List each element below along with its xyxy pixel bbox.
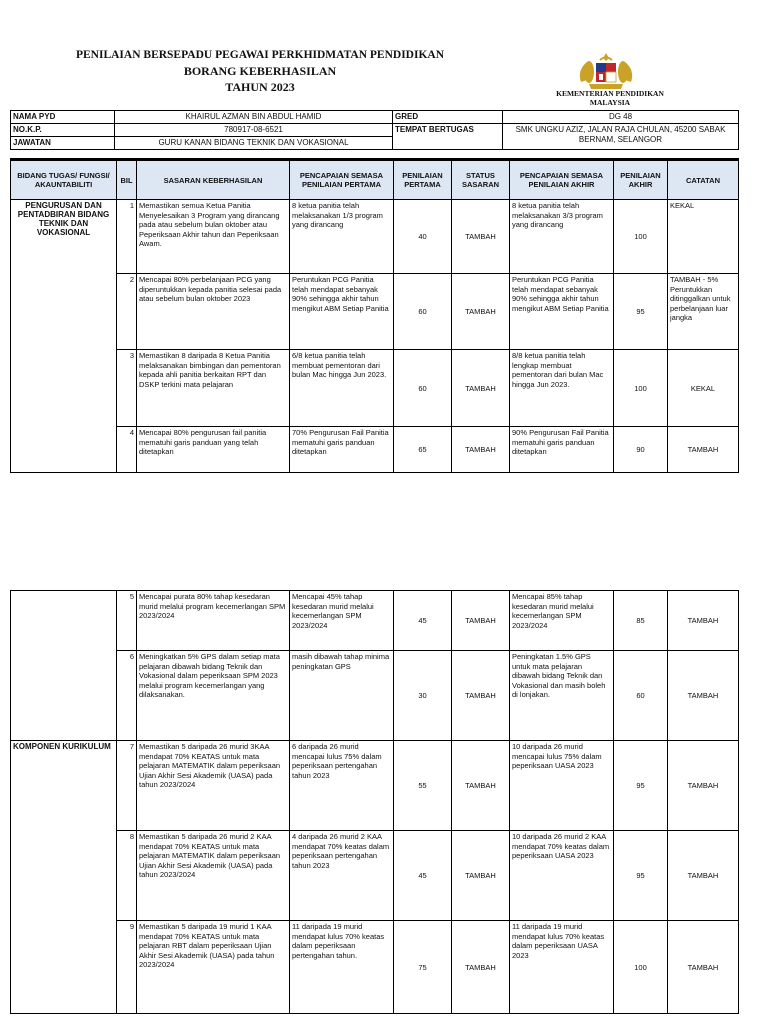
sasaran-cell: Mencapai purata 80% tahap kesedaran murid melalui program kecemerlangan SPM 2023/2024 bbox=[137, 591, 290, 651]
category-continued bbox=[11, 591, 117, 741]
pencapaian-akhir-cell: Mencapai 85% tahap kesedaran murid melalui kecemerlangan SPM 2023/2024 bbox=[510, 591, 614, 651]
penilaian-akhir-cell: 100 bbox=[614, 350, 668, 427]
pencapaian-pertama-cell: Mencapai 45% tahap kesedaran murid melalui kecemerlangan SPM 2023/2024 bbox=[290, 591, 394, 651]
status-cell: TAMBAH bbox=[452, 831, 510, 921]
table-row bbox=[11, 921, 739, 1014]
malaysia-crest-logo bbox=[575, 52, 637, 92]
penilaian-pertama-cell: 40 bbox=[394, 200, 452, 274]
category-kurikulum: KOMPONEN KURIKULUM bbox=[11, 741, 117, 1014]
catatan-cell: KEKAL bbox=[668, 200, 739, 274]
pencapaian-pertama-cell: Peruntukan PCG Panitia telah mendapat sebanyak 90% sehingga akhir tahun mengikut ABM Setiap Panitia bbox=[290, 274, 394, 350]
status-cell: TAMBAH bbox=[452, 591, 510, 651]
penilaian-akhir-cell: 100 bbox=[614, 200, 668, 274]
nokp-value: 780917-08-6521 bbox=[115, 124, 393, 137]
pencapaian-akhir-cell: 10 daripada 26 murid mencapai lulus 75% dalam peperiksaan UASA 2023 bbox=[510, 741, 614, 831]
row-number: 1 bbox=[117, 200, 137, 274]
form-subtitle: BORANG KEBERHASILAN bbox=[183, 64, 337, 78]
table-row bbox=[11, 831, 739, 921]
pencapaian-pertama-cell: 70% Pengurusan Fail Panitia mematuhi garis panduan ditetapkan bbox=[290, 427, 394, 473]
gred-label: GRED bbox=[393, 111, 503, 124]
table-row bbox=[11, 741, 739, 831]
sasaran-cell: Mencapai 80% perbelanjaan PCG yang diperuntukkan kepada panitia selesai pada atau sebelum bulan oktober 2023 bbox=[137, 274, 290, 350]
catatan-cell: KEKAL bbox=[668, 350, 739, 427]
pencapaian-pertama-cell: 4 daripada 26 murid 2 KAA mendapat 70% keatas dalam peperiksaan pertengahan tahun 2023 bbox=[290, 831, 394, 921]
pencapaian-pertama-cell: 6/8 ketua panitia telah membuat pementoran dari bulan Mac hingga Jun 2023. bbox=[290, 350, 394, 427]
penilaian-akhir-cell: 100 bbox=[614, 921, 668, 1014]
status-cell: TAMBAH bbox=[452, 350, 510, 427]
penilaian-pertama-cell: 45 bbox=[394, 831, 452, 921]
penilaian-akhir-cell: 95 bbox=[614, 274, 668, 350]
table-row bbox=[11, 350, 739, 427]
form-year: TAHUN 2023 bbox=[225, 80, 295, 94]
table-row bbox=[11, 274, 739, 350]
pencapaian-akhir-cell: Peruntukan PCG Panitia telah mendapat sebanyak 90% sehingga akhir tahun mengikut ABM Setiap Panitia bbox=[510, 274, 614, 350]
col-pencapaian-pertama: PENCAPAIAN SEMASA PENILAIAN PERTAMA bbox=[290, 160, 394, 200]
tempat-label: TEMPAT BERTUGAS bbox=[393, 124, 503, 150]
row-number: 5 bbox=[117, 591, 137, 651]
row-number: 8 bbox=[117, 831, 137, 921]
table-row bbox=[11, 651, 739, 741]
pencapaian-akhir-cell: 11 daripada 19 murid mendapat lulus 70% keatas dalam peperiksaan UASA 2023 bbox=[510, 921, 614, 1014]
form-title: PENILAIAN BERSEPADU PEGAWAI PERKHIDMATAN PENDIDIKAN bbox=[75, 49, 445, 61]
pencapaian-pertama-cell: 6 daripada 26 murid mencapai lulus 75% dalam peperiksaan pertengahan tahun 2023 bbox=[290, 741, 394, 831]
penilaian-akhir-cell: 95 bbox=[614, 741, 668, 831]
nama-value: KHAIRUL AZMAN BIN ABDUL HAMID bbox=[115, 111, 393, 124]
penilaian-pertama-cell: 45 bbox=[394, 591, 452, 651]
ministry-name: KEMENTERIAN PENDIDIKAN MALAYSIA bbox=[556, 89, 664, 107]
pencapaian-akhir-cell: 10 daripada 26 murid 2 KAA mendapat 70% keatas dalam peperiksaan UASA 2023 bbox=[510, 831, 614, 921]
pencapaian-pertama-cell: masih dibawah tahap minima peningkatan GPS bbox=[290, 651, 394, 741]
table-row bbox=[11, 591, 739, 651]
sasaran-cell: Memastikan 5 daripada 19 murid 1 KAA mendapat 70% KEATAS untuk mata pelajaran RBT dalam peperiksaan Ujian Akhir Sesi Akademik (UASA) pada tahun 2023/2024 bbox=[137, 921, 290, 1014]
pencapaian-akhir-cell: 90% Pengurusan Fail Panitia mematuhi garis panduan ditetapkan bbox=[510, 427, 614, 473]
penilaian-pertama-cell: 60 bbox=[394, 350, 452, 427]
col-penilaian-akhir: PENILAIAN AKHIR bbox=[614, 160, 668, 200]
col-penilaian-pertama: PENILAIAN PERTAMA bbox=[394, 160, 452, 200]
row-number: 9 bbox=[117, 921, 137, 1014]
nama-label: NAMA PYD bbox=[11, 111, 115, 124]
penilaian-pertama-cell: 55 bbox=[394, 741, 452, 831]
keberhasilan-table-page1 bbox=[10, 158, 739, 473]
row-number: 2 bbox=[117, 274, 137, 350]
col-pencapaian-akhir: PENCAPAIAN SEMASA PENILAIAN AKHIR bbox=[510, 160, 614, 200]
table-row bbox=[11, 200, 739, 274]
catatan-cell: TAMBAH - 5% Peruntukkan ditinggalkan untuk perbelanjaan luar jangka bbox=[668, 274, 739, 350]
status-cell: TAMBAH bbox=[452, 921, 510, 1014]
tempat-value: SMK UNGKU AZIZ, JALAN RAJA CHULAN, 45200 SABAK BERNAM, SELANGOR bbox=[503, 124, 739, 150]
jawatan-label: JAWATAN bbox=[11, 137, 115, 150]
catatan-cell: TAMBAH bbox=[668, 651, 739, 741]
col-sasaran: SASARAN KEBERHASILAN bbox=[137, 160, 290, 200]
penilaian-pertama-cell: 30 bbox=[394, 651, 452, 741]
row-number: 4 bbox=[117, 427, 137, 473]
row-number: 7 bbox=[117, 741, 137, 831]
catatan-cell: TAMBAH bbox=[668, 831, 739, 921]
status-cell: TAMBAH bbox=[452, 741, 510, 831]
penilaian-akhir-cell: 90 bbox=[614, 427, 668, 473]
row-number: 3 bbox=[117, 350, 137, 427]
gred-value: DG 48 bbox=[503, 111, 739, 124]
category-pengurusan: PENGURUSAN DAN PENTADBIRAN BIDANG TEKNIK DAN VOKASIONAL bbox=[11, 200, 117, 473]
sasaran-cell: Mencapai 80% pengurusan fail panitia mematuhi garis panduan yang telah ditetapkan bbox=[137, 427, 290, 473]
col-catatan: CATATAN bbox=[668, 160, 739, 200]
sasaran-cell: Memastikan semua Ketua Panitia Menyelesaikan 3 Program yang dirancang pada atau sebelum bulan oktober atau Peperiksaan Akhir tahun dan Peperiksaan Awam. bbox=[137, 200, 290, 274]
jawatan-value: GURU KANAN BIDANG TEKNIK DAN VOKASIONAL bbox=[115, 137, 393, 150]
penilaian-akhir-cell: 85 bbox=[614, 591, 668, 651]
pencapaian-akhir-cell: 8 ketua panitia telah melaksanakan 3/3 program yang dirancang bbox=[510, 200, 614, 274]
penilaian-pertama-cell: 65 bbox=[394, 427, 452, 473]
col-bil: BIL bbox=[117, 160, 137, 200]
catatan-cell: TAMBAH bbox=[668, 591, 739, 651]
catatan-cell: TAMBAH bbox=[668, 427, 739, 473]
col-status: STATUS SASARAN bbox=[452, 160, 510, 200]
pencapaian-pertama-cell: 8 ketua panitia telah melaksanakan 1/3 program yang dirancang bbox=[290, 200, 394, 274]
status-cell: TAMBAH bbox=[452, 200, 510, 274]
status-cell: TAMBAH bbox=[452, 651, 510, 741]
nokp-label: NO.K.P. bbox=[11, 124, 115, 137]
row-number: 6 bbox=[117, 651, 137, 741]
pencapaian-akhir-cell: Peningkatan 1.5% GPS untuk mata pelajaran dibawah bidang Teknik dan Vokasional dan masih boleh di lonjakan. bbox=[510, 651, 614, 741]
catatan-cell: TAMBAH bbox=[668, 921, 739, 1014]
table-row bbox=[11, 427, 739, 473]
pencapaian-akhir-cell: 8/8 ketua panitia telah lengkap membuat pementoran dari bulan Mac hingga Jun 2023. bbox=[510, 350, 614, 427]
sasaran-cell: Meningkatkan 5% GPS dalam setiap mata pelajaran dibawah bidang Teknik dan Vokasional dalam peperiksaan SPM 2023 melalui program kecemerlangan yang dilaksanakan. bbox=[137, 651, 290, 741]
penilaian-pertama-cell: 75 bbox=[394, 921, 452, 1014]
pencapaian-pertama-cell: 11 daripada 19 murid mendapat lulus 70% keatas dalam peperiksaan pertengahan tahun. bbox=[290, 921, 394, 1014]
status-cell: TAMBAH bbox=[452, 427, 510, 473]
penilaian-akhir-cell: 95 bbox=[614, 831, 668, 921]
col-bidang: BIDANG TUGAS/ FUNGSI/ AKAUNTABILITI bbox=[11, 160, 117, 200]
penilaian-pertama-cell: 60 bbox=[394, 274, 452, 350]
sasaran-cell: Memastikan 8 daripada 8 Ketua Panitia melaksanakan bimbingan dan pementoran kepada ahli panitia berkaitan RPT dan DSKP terkini mata pelajaran bbox=[137, 350, 290, 427]
penilaian-akhir-cell: 60 bbox=[614, 651, 668, 741]
sasaran-cell: Memastikan 5 daripada 26 murid 2 KAA mendapat 70% KEATAS untuk mata pelajaran MATEMATIK dalam peperiksaan Ujian Akhir Sesi Akademik (UASA) pada tahun 2023/2024 bbox=[137, 831, 290, 921]
status-cell: TAMBAH bbox=[452, 274, 510, 350]
keberhasilan-table-page2 bbox=[10, 590, 739, 1014]
sasaran-cell: Memastikan 5 daripada 26 murid 3KAA mendapat 70% KEATAS untuk mata pelajaran MATEMATIK dalam peperiksaan Ujian Akhir Sesi Akademik (UASA) pada tahun 2023/2024 bbox=[137, 741, 290, 831]
catatan-cell: TAMBAH bbox=[668, 741, 739, 831]
employee-info-table bbox=[10, 110, 739, 150]
